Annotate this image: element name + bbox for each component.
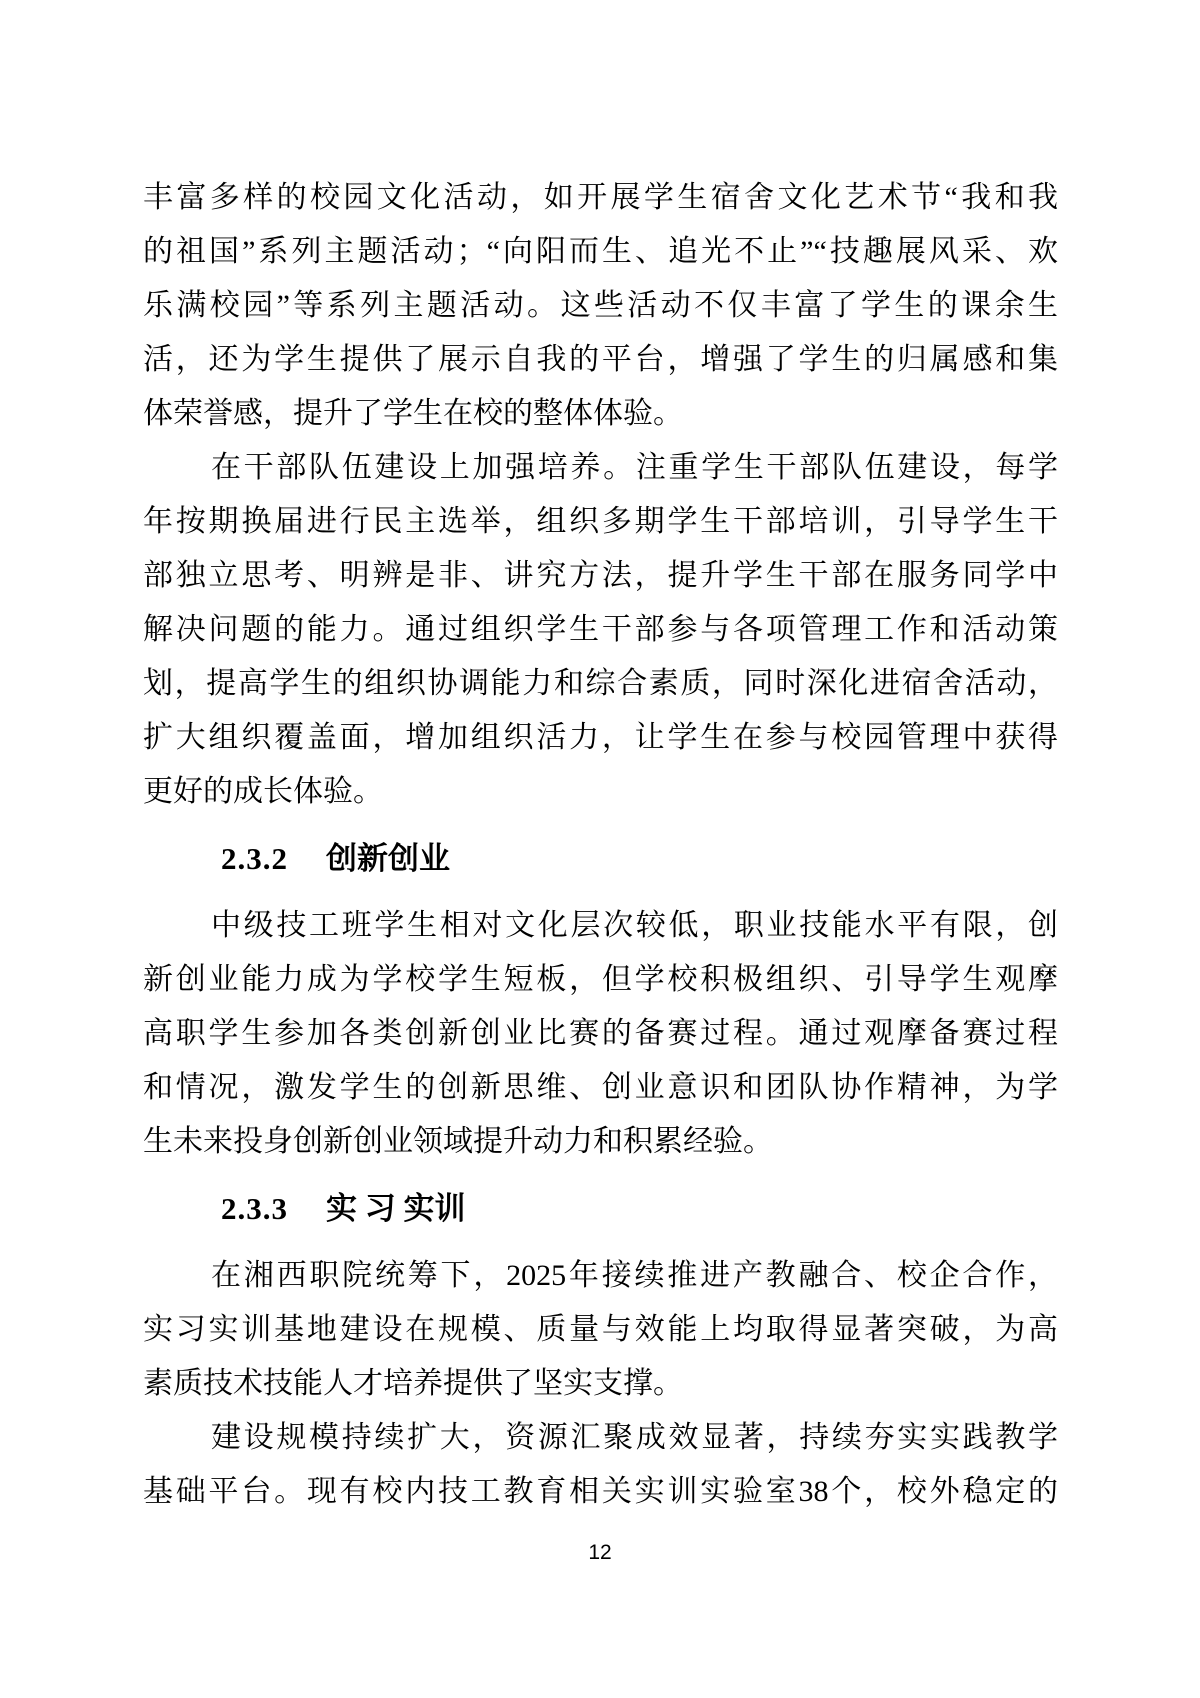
heading-title: 创新创业 [326,841,450,876]
text-line: 在湘西职院统筹下，2025年接续推进产教融合、校企合作， [211,1259,1058,1292]
text-line: 划，提高学生的组织协调能力和综合素质，同时深化进宿舍活动， [143,667,1058,700]
section-heading [143,832,1058,886]
heading-number: 2.3.3 [221,1191,288,1226]
text-line: 体荣誉感，提升了学生在校的整体体验。 [143,397,683,430]
text-line: 的祖国”系列主题活动；“向阳而生、追光不止”“技趣展风采、欢 [143,235,1058,268]
text-line: 解决问题的能力。通过组织学生干部参与各项管理工作和活动策 [143,613,1058,646]
text-line: 高职学生参加各类创新创业比赛的备赛过程。通过观摩备赛过程 [143,1017,1058,1050]
heading-title: 实 习 实训 [326,1191,466,1226]
text-line: 生未来投身创新创业领域提升动力和积累经验。 [143,1125,773,1158]
text-line: 更好的成长体验。 [143,775,383,808]
text-line: 年按期换届进行民主选举，组织多期学生干部培训，引导学生干 [143,505,1058,538]
text-line: 在干部队伍建设上加强培养。注重学生干部队伍建设，每学 [211,451,1058,484]
page-number: 12 [588,1541,612,1564]
heading-number: 2.3.2 [221,841,288,876]
text-line: 中级技工班学生相对文化层次较低，职业技能水平有限，创 [211,909,1058,942]
text-line: 部独立思考、明辨是非、讲究方法，提升学生干部在服务同学中 [143,559,1058,592]
text-line: 扩大组织覆盖面，增加组织活力，让学生在参与校园管理中获得 [143,721,1058,754]
section-heading [143,1182,1058,1236]
text-line: 乐满校园”等系列主题活动。这些活动不仅丰富了学生的课余生 [143,289,1058,322]
text-line: 建设规模持续扩大，资源汇聚成效显著，持续夯实实践教学 [211,1421,1058,1454]
text-line: 素质技术技能人才培养提供了坚实支撑。 [143,1367,683,1400]
document-body [143,171,1058,1519]
text-line: 基础平台。现有校内技工教育相关实训实验室38个，校外稳定的 [143,1475,1058,1508]
text-line: 活，还为学生提供了展示自我的平台，增强了学生的归属感和集 [143,343,1058,376]
text-line: 丰富多样的校园文化活动，如开展学生宿舍文化艺术节“我和我 [143,181,1058,214]
text-line: 新创业能力成为学校学生短板，但学校积极组织、引导学生观摩 [143,963,1058,996]
text-line: 和情况，激发学生的创新思维、创业意识和团队协作精神，为学 [143,1071,1058,1104]
text-line: 实习实训基地建设在规模、质量与效能上均取得显著突破，为高 [143,1313,1058,1346]
